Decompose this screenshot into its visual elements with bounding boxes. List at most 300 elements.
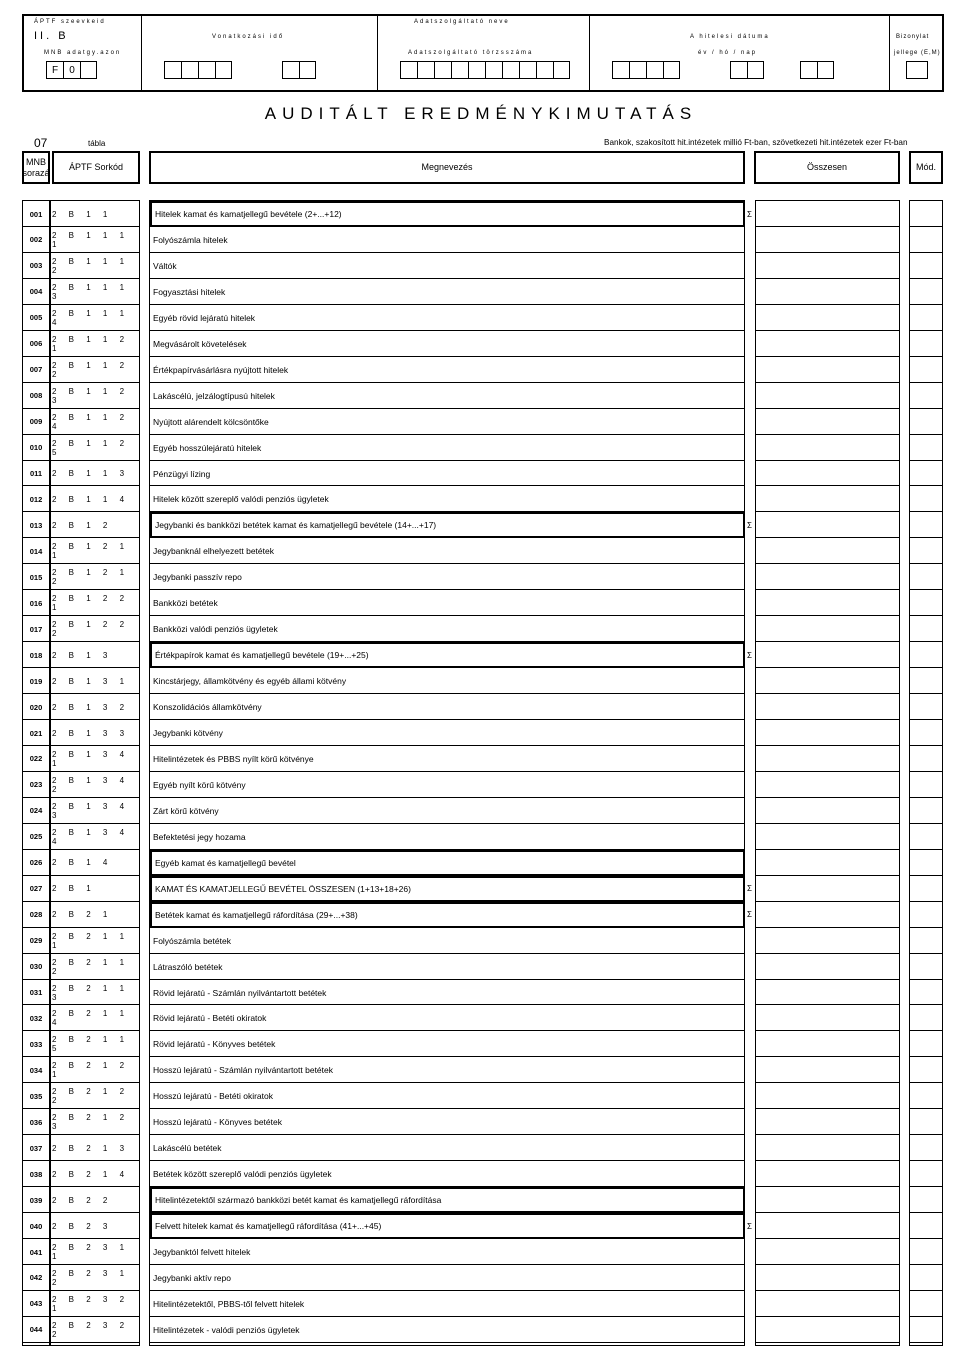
row-osszesen-input[interactable] xyxy=(756,850,899,876)
row-osszesen-input[interactable] xyxy=(756,357,899,383)
row-description: Egyéb kamat és kamatjellegű bevétel xyxy=(150,850,745,876)
torzsszam-label: Adatszolgáltató törzsszáma xyxy=(408,50,534,56)
row-number: 039 xyxy=(29,1195,43,1205)
row-sigma-mark: Σ xyxy=(747,1221,752,1231)
mnb-label: MNB adatgy.azon xyxy=(44,50,122,56)
row-osszesen-input[interactable] xyxy=(756,538,899,564)
row-description: Hosszú lejáratú - Könyves betétek xyxy=(153,1117,282,1128)
row-osszesen-input[interactable] xyxy=(756,798,899,824)
row-divider xyxy=(909,1342,943,1343)
row-mod-input[interactable] xyxy=(910,512,942,538)
row-aptf-code: 2 B 1 2 2 1 xyxy=(52,594,130,613)
row-sigma-mark: Σ xyxy=(747,520,752,530)
row-mod-input[interactable] xyxy=(910,720,942,746)
row-mod-input[interactable] xyxy=(910,668,942,694)
date-box[interactable] xyxy=(646,61,663,79)
row-osszesen-input[interactable] xyxy=(756,1317,899,1343)
row-description: Betétek kamat és kamatjellegű ráfordítása (29+...+38) xyxy=(150,902,745,928)
table-row xyxy=(0,331,962,357)
date-box[interactable] xyxy=(612,61,629,79)
row-sigma-mark: Σ xyxy=(747,209,752,219)
row-sigma-mark xyxy=(747,1265,755,1291)
row-osszesen-input[interactable] xyxy=(756,954,899,980)
mnb-box[interactable] xyxy=(80,61,97,79)
mnb-box[interactable]: 0 xyxy=(63,61,80,79)
row-number: 028 xyxy=(29,910,43,920)
row-osszesen-input[interactable] xyxy=(756,928,899,954)
hiteles-day-boxes[interactable] xyxy=(800,61,834,79)
row-sigma-mark xyxy=(747,824,755,850)
row-sigma-mark xyxy=(747,253,755,279)
vonatkozasi-date-boxes[interactable] xyxy=(164,61,232,79)
row-osszesen-input[interactable] xyxy=(756,1239,899,1265)
row-aptf-code: 2 B 1 xyxy=(52,884,96,894)
row-description: Egyéb hosszúlejáratú hitelek xyxy=(153,442,262,453)
date-box[interactable] xyxy=(800,61,817,79)
row-description: Hitelintézetektől, PBBS-től felvett hitelek xyxy=(153,1298,305,1309)
row-mod-input[interactable] xyxy=(910,1291,942,1317)
row-osszesen-input[interactable] xyxy=(756,1161,899,1187)
table-row xyxy=(0,1057,962,1083)
row-aptf-code: 2 B 1 2 1 1 xyxy=(52,542,130,561)
table-row xyxy=(0,1187,962,1213)
row-description: Hitelintézetek - valódi penziós ügyletek xyxy=(153,1324,300,1335)
row-sigma-mark xyxy=(747,928,755,954)
row-mod-input[interactable] xyxy=(910,590,942,616)
row-mod-input[interactable] xyxy=(910,772,942,798)
row-aptf-code: 2 B 2 3 xyxy=(52,1221,113,1231)
row-sigma-mark xyxy=(747,1239,755,1265)
row-sigma-mark xyxy=(747,461,755,487)
row-number: 029 xyxy=(29,936,43,946)
row-aptf-code: 2 B 1 3 4 4 xyxy=(52,827,130,846)
row-number: 025 xyxy=(29,832,43,842)
torzsszam-boxes[interactable] xyxy=(400,61,570,79)
row-mod-input[interactable] xyxy=(910,1265,942,1291)
row-number: 043 xyxy=(29,1299,43,1309)
row-osszesen-input[interactable] xyxy=(756,409,899,435)
row-osszesen-input[interactable] xyxy=(756,1213,899,1239)
row-mod-input[interactable] xyxy=(910,642,942,668)
row-number: 016 xyxy=(29,598,43,608)
row-description: Értékpapírvásárlásra nyújtott hitelek xyxy=(153,364,289,375)
table-row xyxy=(0,409,962,435)
row-number: 001 xyxy=(29,209,43,219)
torzsszam-box[interactable] xyxy=(519,61,536,79)
date-box[interactable] xyxy=(198,61,215,79)
row-description: Értékpapírok kamat és kamatjellegű bevétele (19+...+25) xyxy=(150,642,745,668)
row-mod-input[interactable] xyxy=(910,227,942,253)
row-mod-input[interactable] xyxy=(910,409,942,435)
torzsszam-box[interactable] xyxy=(400,61,417,79)
row-osszesen-input[interactable] xyxy=(756,1005,899,1031)
torzsszam-box[interactable] xyxy=(502,61,519,79)
row-osszesen-input[interactable] xyxy=(756,461,899,487)
table-row xyxy=(0,253,962,279)
row-mod-input[interactable] xyxy=(910,435,942,461)
table-row xyxy=(0,980,962,1006)
row-number: 030 xyxy=(29,962,43,972)
row-mod-input[interactable] xyxy=(910,201,942,227)
table-row xyxy=(0,772,962,798)
row-description: Folyószámla betétek xyxy=(153,935,231,946)
table-row xyxy=(0,435,962,461)
jellege-input-box[interactable] xyxy=(906,61,928,79)
row-aptf-code: 2 B 1 4 xyxy=(52,858,113,868)
mnb-box[interactable]: F xyxy=(46,61,63,79)
row-osszesen-input[interactable] xyxy=(756,1083,899,1109)
row-sigma-mark xyxy=(747,1135,755,1161)
row-mod-input[interactable] xyxy=(910,1213,942,1239)
row-number: 009 xyxy=(29,417,43,427)
row-sigma-mark xyxy=(747,1083,755,1109)
row-divider xyxy=(149,1342,745,1343)
table-row xyxy=(0,305,962,331)
adatszolgaltato-label: Adatszolgáltató neve xyxy=(414,19,510,25)
row-osszesen-input[interactable] xyxy=(756,902,899,928)
row-mod-input[interactable] xyxy=(910,694,942,720)
row-mod-input[interactable] xyxy=(910,980,942,1006)
table-row xyxy=(0,538,962,564)
vonatkozasi-month-boxes[interactable] xyxy=(282,61,316,79)
row-number: 040 xyxy=(29,1221,43,1231)
row-description: Fogyasztási hitelek xyxy=(153,286,226,297)
date-box[interactable] xyxy=(164,61,181,79)
date-box[interactable] xyxy=(299,61,316,79)
row-aptf-code: 2 B 1 1 2 2 xyxy=(52,360,130,379)
row-aptf-code: 2 B 1 1 1 2 xyxy=(52,256,130,275)
date-box[interactable] xyxy=(730,61,747,79)
torzsszam-box[interactable] xyxy=(553,61,570,79)
table-row xyxy=(0,590,962,616)
row-mod-input[interactable] xyxy=(910,928,942,954)
row-mod-input[interactable] xyxy=(910,279,942,305)
row-aptf-code: 2 B 2 1 1 3 xyxy=(52,983,130,1002)
row-mod-input[interactable] xyxy=(910,1109,942,1135)
row-number: 038 xyxy=(29,1169,43,1179)
row-sigma-mark xyxy=(747,694,755,720)
row-sigma-mark xyxy=(747,1161,755,1187)
row-mod-input[interactable] xyxy=(910,1135,942,1161)
row-osszesen-input[interactable] xyxy=(756,720,899,746)
table-word: tábla xyxy=(88,139,106,148)
row-osszesen-input[interactable] xyxy=(756,1109,899,1135)
date-box[interactable] xyxy=(629,61,646,79)
table-row xyxy=(0,798,962,824)
table-row xyxy=(0,1109,962,1135)
table-row xyxy=(0,642,962,668)
row-number: 033 xyxy=(29,1039,43,1049)
row-osszesen-input[interactable] xyxy=(756,279,899,305)
aptf-cell xyxy=(24,16,142,90)
row-number: 007 xyxy=(29,365,43,375)
row-sigma-mark xyxy=(747,305,755,331)
table-row xyxy=(0,824,962,850)
row-mod-input[interactable] xyxy=(910,1031,942,1057)
row-sigma-mark: Σ xyxy=(747,884,752,894)
row-mod-input[interactable] xyxy=(910,486,942,512)
row-osszesen-input[interactable] xyxy=(756,694,899,720)
row-sigma-mark xyxy=(747,486,755,512)
row-osszesen-input[interactable] xyxy=(756,1135,899,1161)
row-mod-input[interactable] xyxy=(910,902,942,928)
adatszolgaltato-cell xyxy=(378,16,590,90)
row-description: Rövid lejáratú - Könyves betétek xyxy=(153,1039,276,1050)
hiteles-label: A hitelesi dátuma xyxy=(690,34,770,40)
row-aptf-code: 2 B 1 2 2 2 xyxy=(52,620,130,639)
row-number: 018 xyxy=(29,650,43,660)
row-osszesen-input[interactable] xyxy=(756,1031,899,1057)
row-mod-input[interactable] xyxy=(910,253,942,279)
row-mod-input[interactable] xyxy=(910,798,942,824)
torzsszam-box[interactable] xyxy=(451,61,468,79)
row-mod-input[interactable] xyxy=(910,357,942,383)
row-osszesen-input[interactable] xyxy=(756,616,899,642)
row-osszesen-input[interactable] xyxy=(756,1187,899,1213)
row-sigma-mark xyxy=(747,772,755,798)
row-description: Jegybanki kötvény xyxy=(153,728,223,738)
torzsszam-box[interactable] xyxy=(434,61,451,79)
row-description: Lakáscélú betétek xyxy=(153,1143,222,1154)
row-number: 032 xyxy=(29,1013,43,1023)
row-aptf-code: 2 B 1 3 1 xyxy=(52,676,130,686)
row-sigma-mark xyxy=(747,746,755,772)
row-osszesen-input[interactable] xyxy=(756,227,899,253)
row-mod-input[interactable] xyxy=(910,876,942,902)
row-osszesen-input[interactable] xyxy=(756,824,899,850)
table-row xyxy=(0,1005,962,1031)
row-description: Hitelek között szereplő valódi penziós ügyletek xyxy=(153,494,329,505)
row-aptf-code: 2 B 2 1 xyxy=(52,910,113,920)
row-mod-input[interactable] xyxy=(910,461,942,487)
table-row xyxy=(0,616,962,642)
row-description: Kincstárjegy, államkötvény és egyéb állami kötvény xyxy=(153,676,347,687)
row-aptf-code: 2 B 1 2 1 2 xyxy=(52,568,130,587)
row-osszesen-input[interactable] xyxy=(756,746,899,772)
row-number: 022 xyxy=(29,754,43,764)
jellege-box[interactable] xyxy=(906,61,928,79)
row-aptf-code: 2 B 1 1 4 xyxy=(52,494,130,504)
row-description: Lakáscélú, jelzálogtípusú hitelek xyxy=(153,390,275,401)
table-row xyxy=(0,1031,962,1057)
jellege-label: jellege (E,M) xyxy=(894,50,941,56)
row-number: 023 xyxy=(29,780,43,790)
row-number: 002 xyxy=(29,235,43,245)
row-sigma-mark xyxy=(747,1291,755,1317)
row-number: 006 xyxy=(29,339,43,349)
row-description: Rövid lejáratú - Betéti okiratok xyxy=(153,1013,267,1024)
row-osszesen-input[interactable] xyxy=(756,383,899,409)
row-number: 026 xyxy=(29,858,43,868)
torzsszam-box[interactable] xyxy=(468,61,485,79)
row-mod-input[interactable] xyxy=(910,954,942,980)
torzsszam-box[interactable] xyxy=(417,61,434,79)
row-osszesen-input[interactable] xyxy=(756,1265,899,1291)
row-description: Hosszú lejáratú - Betéti okiratok xyxy=(153,1091,273,1102)
torzsszam-box[interactable] xyxy=(485,61,502,79)
row-number: 004 xyxy=(29,287,43,297)
row-number: 019 xyxy=(29,676,43,686)
row-description: Rövid lejáratú - Számlán nyilvántartott betétek xyxy=(153,987,327,998)
row-mod-input[interactable] xyxy=(910,538,942,564)
table-row xyxy=(0,279,962,305)
date-box[interactable] xyxy=(663,61,680,79)
table-row xyxy=(0,694,962,720)
row-mod-input[interactable] xyxy=(910,1083,942,1109)
row-number: 042 xyxy=(29,1273,43,1283)
table-row xyxy=(0,1317,962,1343)
table-row xyxy=(0,954,962,980)
row-number: 014 xyxy=(29,546,43,556)
row-aptf-code: 2 B 1 1 2 5 xyxy=(52,438,130,457)
row-mod-input[interactable] xyxy=(910,850,942,876)
date-box[interactable] xyxy=(817,61,834,79)
table-row xyxy=(0,850,962,876)
row-osszesen-input[interactable] xyxy=(756,564,899,590)
row-mod-input[interactable] xyxy=(910,1057,942,1083)
hiteles-year-boxes[interactable] xyxy=(612,61,680,79)
table-row xyxy=(0,1135,962,1161)
row-sigma-mark xyxy=(747,1109,755,1135)
row-aptf-code: 2 B 2 1 2 2 xyxy=(52,1087,130,1106)
row-description: Hitelintézetektől származó bankközi betét kamat és kamatjellegű ráfordítása xyxy=(150,1187,745,1213)
row-osszesen-input[interactable] xyxy=(756,590,899,616)
row-aptf-code: 2 B 2 1 3 xyxy=(52,1143,130,1153)
row-aptf-code: 2 B 2 3 2 1 xyxy=(52,1294,130,1313)
row-sigma-mark xyxy=(747,720,755,746)
bizonylat-label: Bizonylat xyxy=(896,34,930,40)
row-description: Befektetési jegy hozama xyxy=(153,831,246,842)
row-sigma-mark xyxy=(747,331,755,357)
row-aptf-code: 2 B 2 1 2 1 xyxy=(52,1061,130,1080)
row-number: 005 xyxy=(29,313,43,323)
row-sigma-mark xyxy=(747,954,755,980)
row-aptf-code: 2 B 2 3 1 1 xyxy=(52,1243,130,1261)
row-description: Pénzügyi lízing xyxy=(153,468,211,479)
row-description: KAMAT ÉS KAMATJELLEGŰ BEVÉTEL ÖSSZESEN (1+13+18+26) xyxy=(150,876,745,902)
row-description: Jegybanknál elhelyezett betétek xyxy=(153,546,274,557)
row-divider xyxy=(22,1342,50,1343)
row-number: 036 xyxy=(29,1117,43,1127)
row-aptf-code: 2 B 2 3 2 2 xyxy=(52,1320,130,1339)
aptf-value: II. B xyxy=(34,30,69,42)
date-box[interactable] xyxy=(215,61,232,79)
row-mod-input[interactable] xyxy=(910,1161,942,1187)
row-mod-input[interactable] xyxy=(910,331,942,357)
row-osszesen-input[interactable] xyxy=(756,512,899,538)
row-osszesen-input[interactable] xyxy=(756,305,899,331)
row-mod-input[interactable] xyxy=(910,1187,942,1213)
row-number: 012 xyxy=(29,494,43,504)
row-aptf-code: 2 B 1 3 4 1 xyxy=(52,749,130,768)
row-osszesen-input[interactable] xyxy=(756,876,899,902)
row-sigma-mark xyxy=(747,980,755,1006)
date-box[interactable] xyxy=(747,61,764,79)
row-aptf-code: 2 B 2 1 1 1 xyxy=(52,931,130,950)
row-number: 010 xyxy=(29,443,43,453)
row-aptf-code: 2 B 2 1 4 xyxy=(52,1169,130,1179)
table-row xyxy=(0,486,962,512)
row-aptf-code: 2 B 2 1 1 2 xyxy=(52,957,130,976)
table-row xyxy=(0,1291,962,1317)
row-osszesen-input[interactable] xyxy=(756,668,899,694)
row-osszesen-input[interactable] xyxy=(756,1057,899,1083)
row-osszesen-input[interactable] xyxy=(756,435,899,461)
row-divider xyxy=(50,1342,140,1343)
date-box[interactable] xyxy=(181,61,198,79)
row-mod-input[interactable] xyxy=(910,305,942,331)
row-aptf-code: 2 B 1 1 2 4 xyxy=(52,412,130,431)
row-aptf-code: 2 B 1 1 1 1 xyxy=(52,230,130,249)
row-number: 008 xyxy=(29,391,43,401)
unit-note: Bankok, szakosított hit.intézetek millió Ft-ban, szövetkezeti hit.intézetek ezer Ft-ban xyxy=(604,138,908,147)
row-description: Megvásárolt követelések xyxy=(153,338,247,349)
row-mod-input[interactable] xyxy=(910,824,942,850)
row-description: Hitelintézetek és PBBS nyílt körű kötvénye xyxy=(153,753,314,764)
row-description: Jegybanki és bankközi betétek kamat és kamatjellegű bevétele (14+...+17) xyxy=(150,512,745,538)
row-description: Betétek között szereplő valódi penziós ügyletek xyxy=(153,1169,332,1180)
row-sigma-mark xyxy=(747,357,755,383)
row-osszesen-input[interactable] xyxy=(756,642,899,668)
row-aptf-code: 2 B 2 1 1 4 xyxy=(52,1009,130,1028)
col-mod-header: Mód. xyxy=(909,151,943,184)
row-mod-input[interactable] xyxy=(910,1005,942,1031)
row-mod-input[interactable] xyxy=(910,1317,942,1343)
mnb-id-boxes[interactable] xyxy=(46,61,97,79)
row-osszesen-input[interactable] xyxy=(756,331,899,357)
row-mod-input[interactable] xyxy=(910,616,942,642)
row-osszesen-input[interactable] xyxy=(756,253,899,279)
row-number: 021 xyxy=(29,728,43,738)
torzsszam-box[interactable] xyxy=(536,61,553,79)
row-osszesen-input[interactable] xyxy=(756,980,899,1006)
row-mod-input[interactable] xyxy=(910,1239,942,1265)
row-aptf-code: 2 B 2 2 xyxy=(52,1195,113,1205)
form-header xyxy=(22,14,944,92)
row-sigma-mark xyxy=(747,435,755,461)
row-mod-input[interactable] xyxy=(910,564,942,590)
row-aptf-code: 2 B 1 1 3 xyxy=(52,469,130,478)
table-row xyxy=(0,902,962,928)
row-number: 034 xyxy=(29,1065,43,1075)
row-description: Felvett hitelek kamat és kamatjellegű ráfordítása (41+...+45) xyxy=(150,1213,745,1239)
row-mod-input[interactable] xyxy=(910,383,942,409)
row-number: 003 xyxy=(29,261,43,271)
row-sigma-mark xyxy=(747,279,755,305)
vonatkozasi-label: Vonatkozási idő xyxy=(212,34,285,40)
table-row xyxy=(0,512,962,538)
col-aptf-header: ÁPTF Sorkód xyxy=(52,151,140,184)
row-number: 035 xyxy=(29,1091,43,1101)
table-row xyxy=(0,461,962,487)
table-row xyxy=(0,201,962,227)
table-row xyxy=(0,720,962,746)
row-osszesen-input[interactable] xyxy=(756,201,899,227)
row-sigma-mark xyxy=(747,1005,755,1031)
row-sigma-mark xyxy=(747,1187,755,1213)
row-osszesen-input[interactable] xyxy=(756,772,899,798)
row-osszesen-input[interactable] xyxy=(756,1291,899,1317)
row-aptf-code: 2 B 1 3 2 xyxy=(52,702,130,712)
row-mod-input[interactable] xyxy=(910,746,942,772)
row-description: Folyószámla hitelek xyxy=(153,234,228,245)
col-megnevezes-header: Megnevezés xyxy=(149,151,745,184)
row-number: 017 xyxy=(29,624,43,634)
hiteles-month-boxes[interactable] xyxy=(730,61,764,79)
table-row xyxy=(0,1239,962,1265)
date-box[interactable] xyxy=(282,61,299,79)
row-osszesen-input[interactable] xyxy=(756,486,899,512)
